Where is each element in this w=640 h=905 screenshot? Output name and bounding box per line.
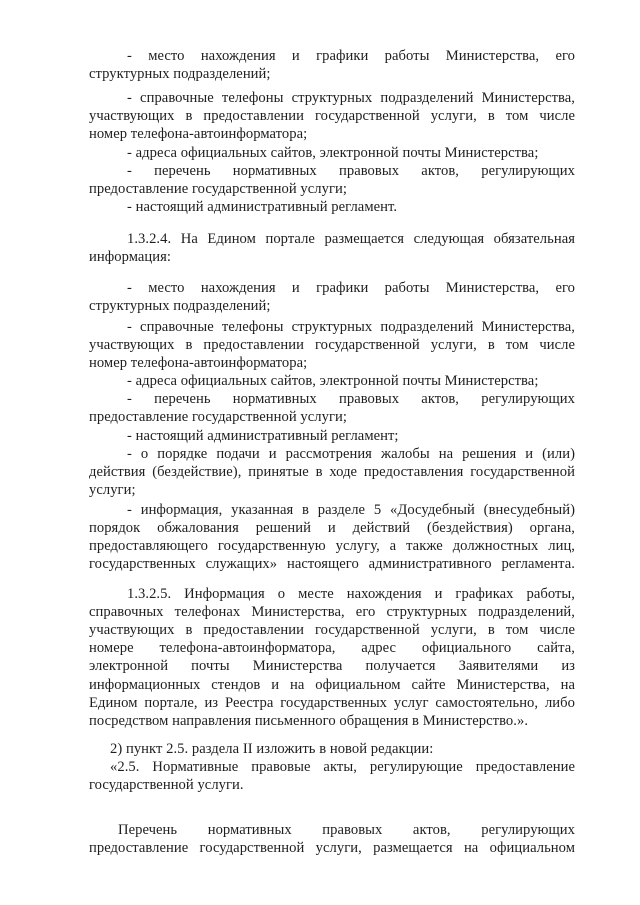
- list2-line: участвующих в предоставлении государственной услуги, в том числе: [89, 337, 575, 353]
- list2-line: действия (бездействие), принятые в ходе предоставления государственной: [89, 464, 575, 480]
- list2-line: - о порядке подачи и рассмотрения жалобы на решения и (или): [127, 446, 575, 462]
- paragraph-25-line: «2.5. Нормативные правовые акты, регулирующие предоставление: [110, 759, 575, 775]
- list1-line: участвующих в предоставлении государственной услуги, в том числе: [89, 108, 575, 124]
- list1-line: предоставление государственной услуги;: [89, 181, 347, 197]
- list2-line: - место нахождения и графики работы Министерства, его: [127, 280, 575, 296]
- list2-line: - настоящий административный регламент;: [127, 428, 399, 444]
- list1-line: номер телефона-автоинформатора;: [89, 126, 308, 142]
- item-2-line: 2) пункт 2.5. раздела II изложить в новой редакции:: [110, 741, 434, 757]
- paragraph-1324-line: 1.3.2.4. На Едином портале размещается следующая обязательная: [127, 231, 575, 247]
- paragraph-25-line: государственной услуги.: [89, 777, 244, 793]
- paragraph-1325-line: посредством направления письменного обращения в Министерство.».: [89, 713, 529, 729]
- list2-line: - адреса официальных сайтов, электронной почты Министерства;: [127, 373, 539, 389]
- list2-line: предоставляющего государственную услугу, а также должностных лиц,: [89, 538, 575, 554]
- list1-line: - адреса официальных сайтов, электронной почты Министерства;: [127, 145, 539, 161]
- list2-line: государственных служащих» настоящего административного регламента.: [89, 556, 575, 572]
- list2-line: порядок обжалования решений и действий (бездействия) органа,: [89, 520, 575, 536]
- list2-line: услуги;: [89, 482, 136, 498]
- list1-line: - перечень нормативных правовых актов, регулирующих: [127, 163, 575, 179]
- paragraph-1324-line: информация:: [89, 249, 171, 265]
- paragraph-1325-line: участвующих в предоставлении государственной услуги, в том числе: [89, 622, 575, 638]
- list2-line: предоставление государственной услуги;: [89, 409, 347, 425]
- list2-line: - перечень нормативных правовых актов, регулирующих: [127, 391, 575, 407]
- list2-line: номер телефона-автоинформатора;: [89, 355, 308, 371]
- list1-line: - настоящий административный регламент.: [127, 199, 398, 215]
- paragraph-1325-line: Едином портале, из Реестра государственных услуг самостоятельно, либо: [89, 695, 575, 711]
- list2-line: - справочные телефоны структурных подразделений Министерства,: [127, 319, 575, 335]
- list1-line: - справочные телефоны структурных подразделений Министерства,: [127, 90, 575, 106]
- paragraph-1325-line: номере телефона-автоинформатора, адрес официального сайта,: [89, 640, 575, 656]
- paragraph-1325-line: справочных телефонах Министерства, его структурных подразделений,: [89, 604, 575, 620]
- paragraph-1325-line: информационных стендов и на официальном сайте Министерства, на: [89, 677, 575, 693]
- paragraph-last-line: предоставление государственной услуги, размещается на официальном: [89, 840, 575, 856]
- list2-line: - информация, указанная в разделе 5 «Досудебный (внесудебный): [127, 502, 575, 518]
- list2-line: структурных подразделений;: [89, 298, 271, 314]
- paragraph-1325-line: 1.3.2.5. Информация о месте нахождения и графиках работы,: [127, 586, 575, 602]
- list1-line: - место нахождения и графики работы Министерства, его: [127, 48, 575, 64]
- paragraph-1325-line: электронной почты Министерства получается Заявителями из: [89, 658, 575, 674]
- list1-line: структурных подразделений;: [89, 66, 271, 82]
- paragraph-last-line: Перечень нормативных правовых актов, регулирующих: [118, 822, 575, 838]
